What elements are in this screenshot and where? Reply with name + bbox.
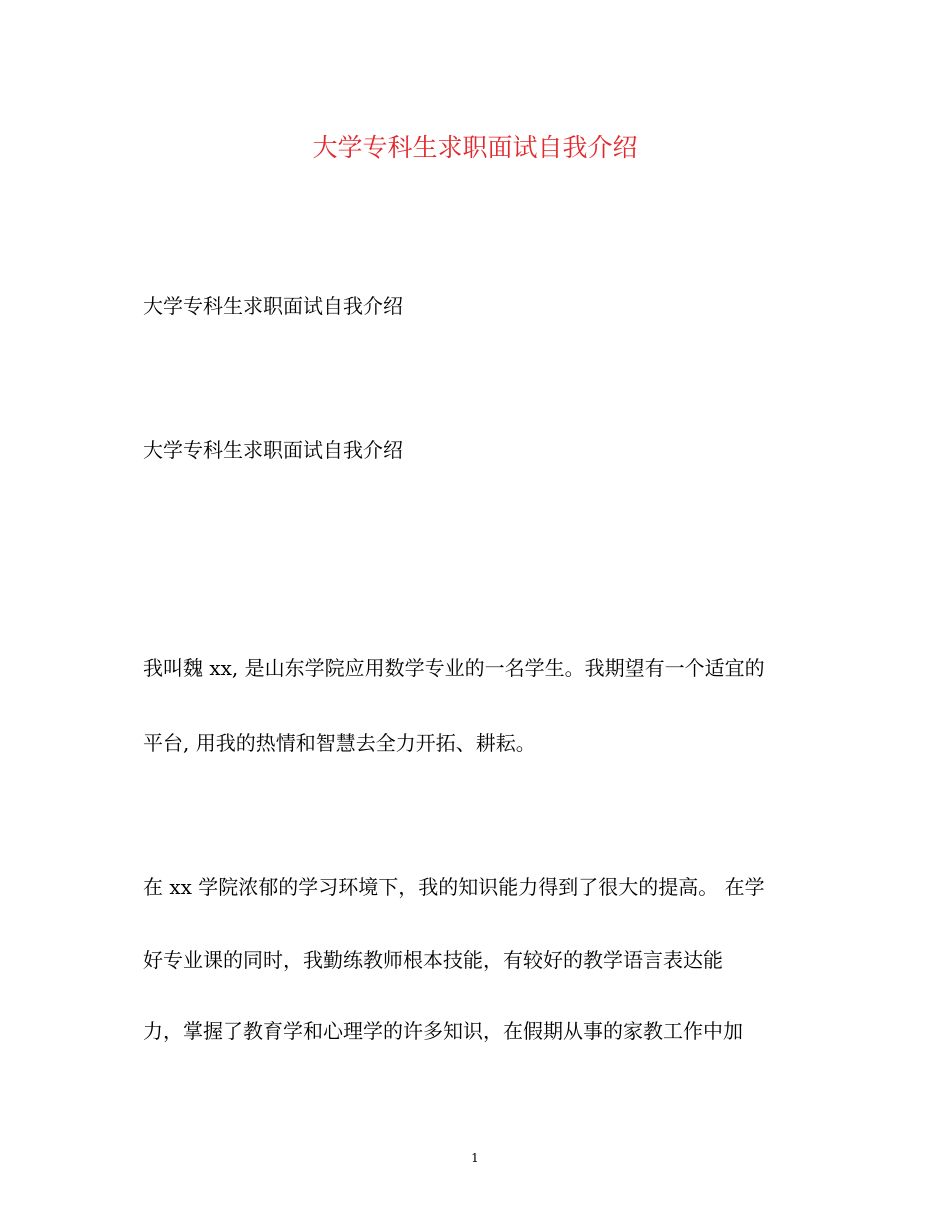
paragraph-2-line-3: 力，掌握了教育学和心理学的许多知识，在假期从事的家教工作中加 bbox=[143, 1019, 743, 1043]
page-number: 1 bbox=[471, 1151, 479, 1165]
heading-1: 大学专科生求职面试自我介绍 bbox=[143, 294, 403, 318]
paragraph-2-line-2: 好专业课的同时，我勤练教师根本技能，有较好的教学语言表达能 bbox=[143, 948, 723, 972]
paragraph-1-line-2: 平台, 用我的热情和智慧去全力开拓、耕耘。 bbox=[143, 731, 536, 755]
heading-2: 大学专科生求职面试自我介绍 bbox=[143, 438, 403, 462]
paragraph-2-line-1: 在 xx 学院浓郁的学习环境下，我的知识能力得到了很大的提高。 在学 bbox=[143, 875, 765, 899]
paragraph-1-line-1: 我叫魏 xx, 是山东学院应用数学专业的一名学生。我期望有一个适宜的 bbox=[143, 656, 765, 680]
document-title: 大学专科生求职面试自我介绍 bbox=[312, 133, 638, 162]
